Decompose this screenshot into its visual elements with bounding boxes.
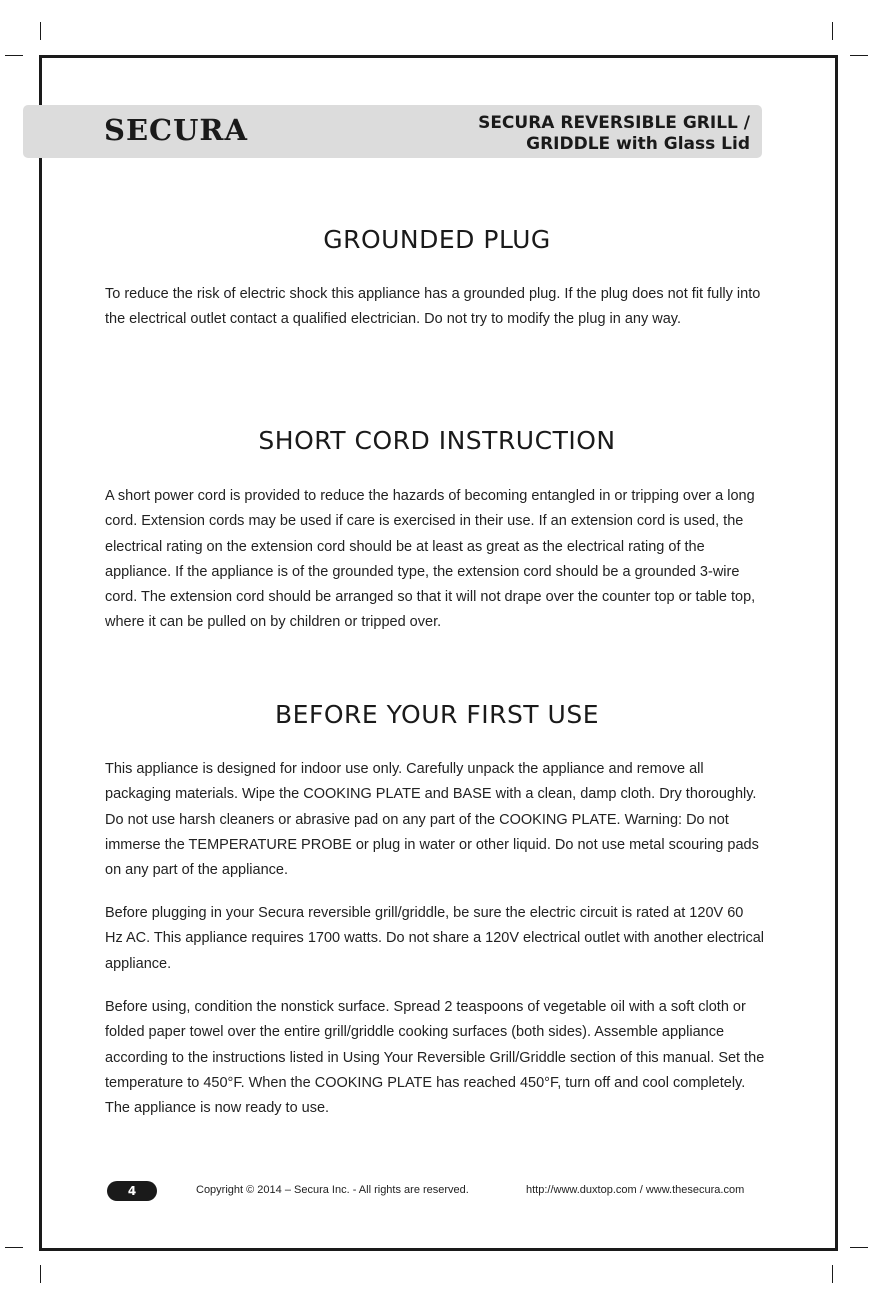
product-title-line-2: GRIDDLE with Glass Lid: [526, 134, 750, 154]
paragraph-grounded-plug: To reduce the risk of electric shock this appliance has a grounded plug. If the plug does not fit fully into the electrical outlet contact a qualified electrician. Do not try to modify the plug in any way.: [105, 286, 761, 328]
crop-mark-top-right-h: [850, 55, 868, 56]
crop-mark-top-right: [832, 22, 833, 40]
crop-mark-bottom-left-h: [5, 1247, 23, 1248]
product-title-line-1: SECURA REVERSIBLE GRILL /: [478, 113, 750, 133]
crop-mark-bottom-left: [40, 1265, 41, 1283]
section-heading-short-cord: SHORT CORD INSTRUCTION: [258, 426, 616, 455]
footer-urls: http://www.duxtop.com / www.thesecura.com: [526, 1184, 745, 1196]
paragraph-short-cord: A short power cord is provided to reduce the hazards of becoming entangled in or tripping over a long cord. Extension cords may be used if care is exercised in their use. If an extension cord is used, the electrical rating on the extension cord should be at least as great as the electrical rating of the appliance. If the appliance is of the grounded type, the extension cord should be a grounded 3-wire cord. The extension cord should be arranged so that it will not drape over the counter top or table top, where it can be pulled on by children or tripped over.: [105, 488, 756, 631]
crop-mark-top-left-h: [5, 55, 23, 56]
paragraph-first-use-2: Before plugging in your Secura reversible grill/griddle, be sure the electric circuit is rated at 120V 60 Hz AC. This appliance requires 1700 watts. Do not share a 120V electrical outlet with another electrical appliance.: [105, 905, 765, 972]
crop-mark-top-left: [40, 22, 41, 40]
section-heading-grounded-plug: GROUNDED PLUG: [323, 225, 551, 254]
brand-logo: SECURA: [104, 113, 249, 147]
section-heading-first-use: BEFORE YOUR FIRST USE: [275, 700, 599, 729]
footer-copyright: Copyright © 2014 – Secura Inc. - All rights are reserved.: [196, 1184, 469, 1196]
page-number-badge: 4: [107, 1181, 157, 1201]
paragraph-first-use-3: Before using, condition the nonstick surface. Spread 2 teaspoons of vegetable oil with a soft cloth or folded paper towel over the entire grill/griddle cooking surfaces (both sides). Assemble appliance according to the instructions listed in Using Your Reversible Grill/Griddle section of this manual. Set the temperature to 450°F. When the COOKING PLATE has reached 450°F, turn off and cool completely. The appliance is now ready to use.: [105, 999, 765, 1117]
crop-mark-bottom-right: [832, 1265, 833, 1283]
product-title: [390, 113, 750, 155]
paragraph-first-use-1: This appliance is designed for indoor use only. Carefully unpack the appliance and remove all packaging materials. Wipe the COOKING PLATE and BASE with a clean, damp cloth. Dry thoroughly. Do not use harsh cleaners or abrasive pad on any part of the COOKING PLATE. Warning: Do not immerse the TEMPERATURE PROBE or plug in water or other liquid. Do not use metal scouring pads on any part of the appliance.: [105, 761, 759, 879]
crop-mark-bottom-right-h: [850, 1247, 868, 1248]
